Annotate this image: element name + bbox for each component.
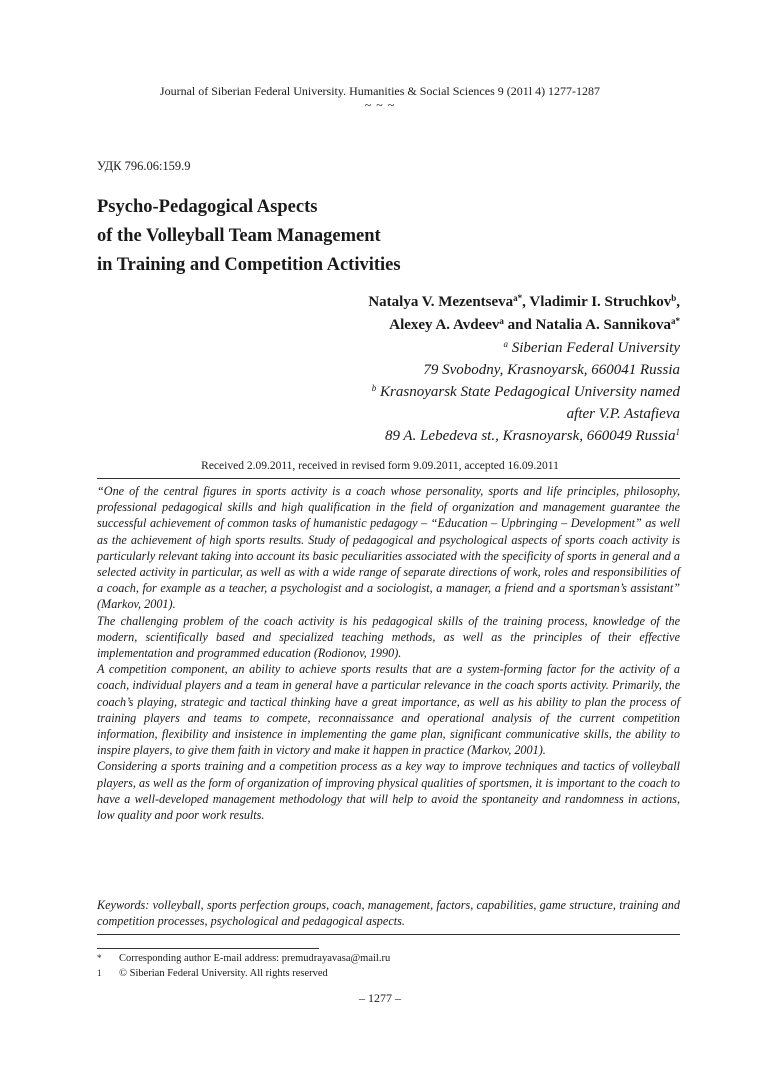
keywords: Keywords: volleyball, sports perfection groups, coach, management, factors, capabilities, game structure, training and competition processes, psychological and pedagogical aspects.: [97, 898, 680, 929]
affiliation-line: [372, 425, 680, 447]
affiliation-line: 79 Svobodny, Krasnoyarsk, 660041 Russia: [423, 362, 680, 378]
footnote-rule: [97, 948, 319, 949]
author-name: , Vladimir I. Struchkov: [522, 294, 672, 310]
header-separator: ~ ~ ~: [364, 98, 396, 112]
author-mark: b: [671, 293, 677, 303]
affiliation-mark: 1: [675, 427, 680, 437]
abstract-paragraph: Considering a sports training and a competition process as a key way to improve techniques and tactics of volleyball players, as well as the form of organization of improving physical qualities of sportsmen, it is important to the coach to have a well-developed management methodology that will help to avoid the spontaneity and randomness in actions, low quality and poor work results.: [97, 759, 680, 823]
authors-line-1: [368, 291, 680, 314]
footnote-mark: *: [97, 953, 102, 963]
author-mark: a: [499, 316, 504, 326]
affiliation-line: [372, 337, 680, 359]
abstract-paragraph: The challenging problem of the coach activity is his pedagogical skills of the training process, knowledge of the modern, scientifically based and specialized teaching methods, as well as the principles of their effective implementation and programmed education (Rodionov, 1990).: [97, 613, 680, 661]
journal-header: Journal of Siberian Federal University. Humanities & Social Sciences 9 (201l 4) 1277-1287: [159, 84, 601, 98]
affiliation-line: after V.P. Astafieva: [566, 406, 680, 422]
author-name: and Natalia A. Sannikova: [503, 317, 671, 333]
footnote: [97, 966, 390, 981]
author-mark: a*: [513, 293, 523, 303]
abstract: [97, 483, 680, 823]
footnote: [97, 951, 390, 966]
abstract-paragraph: “One of the central figures in sports activity is a coach whose personality, sports and life principles, philosophy, professional pedagogical skills and high qualification in the field of organization and management guarantee the successful achievement of common tasks of humanistic pedagogy – “Education – Upbringing – Development” as well as the achievement of high sports results. Study of pedagogical and psychological aspects of sports coach activity is particularly relevant taking into account its basic peculiarities associated with the specificity of sports in general and a selected activity in particular, as well as with a wide range of separate directions of work, roles and responsibilities of a coach, for example as a teacher, a psychologist and a sociologist, a manager, a friend and a sportsman’s assistant” (Markov, 2001).: [97, 484, 680, 612]
title-line: in Training and Competition Activities: [97, 255, 401, 275]
udk-code: УДК 796.06:159.9: [97, 159, 191, 173]
abstract-bottom-rule: [97, 934, 680, 935]
affiliation-text: 89 A. Lebedeva st., Krasnoyarsk, 660049 Russia: [384, 428, 676, 444]
author-mark: a*: [671, 316, 680, 326]
page-number: – 1277 –: [359, 991, 401, 1005]
affiliation-line: [372, 381, 680, 403]
authors-line-2: [368, 314, 680, 337]
received-dates: Received 2.09.2011, received in revised form 9.09.2011, accepted 16.09.2011: [201, 460, 559, 472]
abstract-top-rule: [97, 478, 680, 479]
author-separator: ,: [676, 294, 680, 310]
title-line: of the Volleyball Team Management: [97, 226, 381, 246]
affiliations-block: [372, 337, 680, 447]
footnotes: [97, 951, 390, 981]
author-name: Natalya V. Mezentseva: [368, 294, 514, 310]
affiliation-text: Siberian Federal University: [507, 340, 680, 356]
affiliation-mark: b: [371, 383, 377, 393]
paper-title: [97, 193, 401, 280]
affiliation-mark: a: [503, 339, 508, 349]
footnote-text: © Siberian Federal University. All rights reserved: [119, 968, 328, 979]
author-name: Alexey A. Avdeev: [389, 317, 500, 333]
abstract-paragraph: A competition component, an ability to achieve sports results that are a system-forming factor for the activity of a coach, individual players and a team in general have a particular relevance in the coach sports activity. Primarily, the coach’s playing, strategic and tactical thinking have a great importance, as well as his ability to plan the process of training players and teams to compete, reconnaissance and operational analysis of the current competition information, flexibility and insistence in implementing the game plan, significant communicative skills, the ability to inspire players, to give them faith in victory and make it happen in practice (Markov, 2001).: [97, 662, 680, 758]
affiliation-text: Krasnoyarsk State Pedagogical University named: [376, 384, 680, 400]
authors-block: [368, 291, 680, 337]
footnote-text: Corresponding author E-mail address: premudrayavasa@mail.ru: [119, 953, 391, 964]
title-line: Psycho-Pedagogical Aspects: [97, 197, 318, 217]
footnote-mark: 1: [97, 968, 102, 978]
